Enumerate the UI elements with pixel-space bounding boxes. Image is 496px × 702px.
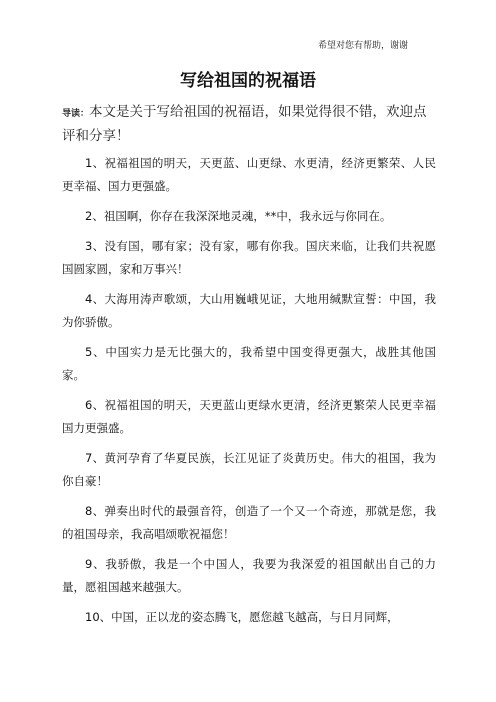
- blessing-item-8: 8、弹奏出时代的最强音符，创造了一个又一个奇迹，那就是您，我的祖国母亲，我高唱颂歌祝福您！: [62, 504, 436, 541]
- blessing-item-5: 5、中国实力是无比强大的，我希望中国变得更强大，战胜其他国家。: [62, 345, 436, 382]
- document-title: 写给祖国的祝福语: [180, 71, 316, 91]
- intro-lead: 导读：: [62, 109, 90, 119]
- blessing-item-6: 6、祝福祖国的明天，天更蓝山更绿水更清，经济更繁荣人民更幸福国力更强盛。: [62, 398, 436, 435]
- intro-text: 本文是关于写给祖国的祝福语，如果觉得很不错，欢迎点评和分享！: [62, 104, 427, 144]
- blessing-item-10: 10、中国，正以龙的姿态腾飞，愿您越飞越高，与日月同辉，: [85, 610, 399, 624]
- blessing-item-1: 1、祝福祖国的明天，天更蓝、山更绿、水更清，经济更繁荣、人民更幸福、国力更强盛。: [62, 156, 436, 193]
- blessing-item-9: 9、我骄傲，我是一个中国人，我要为我深爱的祖国献出自己的力量，愿祖国越来越强大。: [62, 557, 436, 594]
- blessing-list: [62, 152, 436, 636]
- intro-paragraph: [62, 101, 436, 147]
- header-note: 希望对您有帮助，谢谢: [317, 41, 408, 51]
- blessing-item-2: 2、祖国啊，你存在我深深地灵魂，**中，我永远与你同在。: [85, 209, 392, 223]
- blessing-item-3: 3、没有国，哪有家；没有家，哪有你我。国庆来临，让我们共祝愿国圆家圆，家和万事兴！: [62, 239, 436, 276]
- blessing-item-7: 7、黄河孕育了华夏民族，长江见证了炎黄历史。伟大的祖国，我为你自豪！: [62, 451, 436, 488]
- blessing-item-4: 4、大海用涛声歌颂，大山用巍峨见证，大地用缄默宣誓：中国，我为你骄傲。: [62, 292, 436, 329]
